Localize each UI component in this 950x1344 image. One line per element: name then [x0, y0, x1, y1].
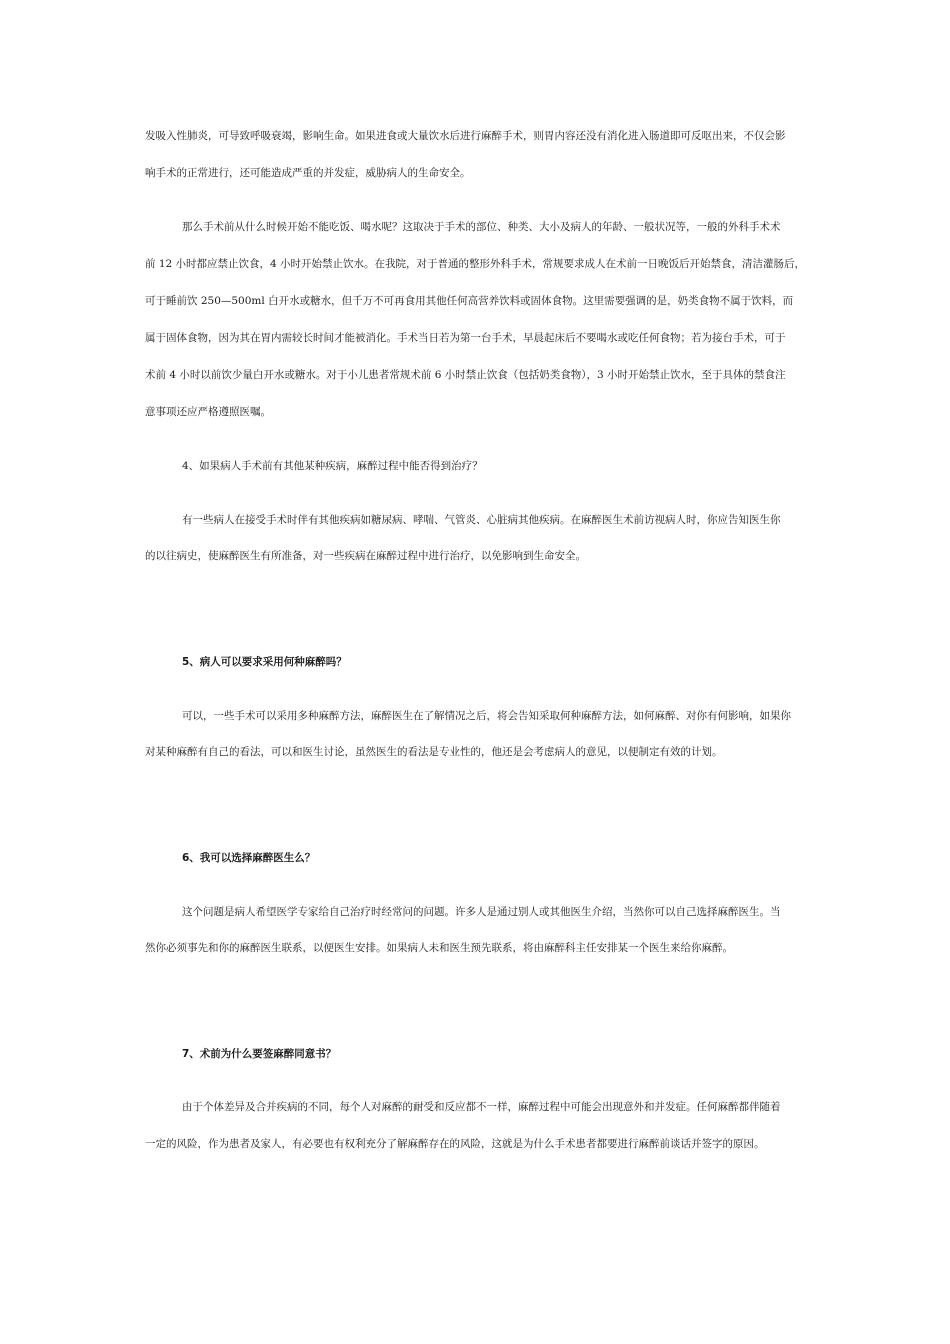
para2-line3: 可于睡前饮 250—500ml 白开水或糖水，但千万不可再食用其他任何高营养饮料或固体食物。这里需要强调的是，奶类食物不属于饮料，而 [145, 295, 794, 307]
q5-line2: 对某种麻醉有自己的看法，可以和医生讨论，虽然医生的看法是专业性的，他还是会考虑病人的意见，以便制定有效的计划。 [145, 746, 723, 758]
q6-title: 6、我可以选择麻醉医生么？ [182, 852, 316, 864]
q6-line2: 然你必须事先和你的麻醉医生联系，以便医生安排。如果病人未和医生预先联系，将由麻醉科主任安排某一个医生来给你麻醉。 [145, 942, 733, 954]
para2-line4: 属于固体食物，因为其在胃内需较长时间才能被消化。手术当日若为第一台手术，早晨起床后不要喝水或吃任何食物；若为接台手术，可于 [145, 332, 786, 344]
para2-line6: 意事项还应严格遵照医嘱。 [145, 406, 271, 418]
q6-line1: 这个问题是病人希望医学专家给自己治疗时经常问的问题。许多人是通过别人或其他医生介绍，当然你可以自己选择麻醉医生。当 [182, 906, 781, 918]
q4-line1: 有一些病人在接受手术时伴有其他疾病如糖尿病、哮喘、气管炎、心脏病其他疾病。在麻醉医生术前访视病人时，你应告知医生你 [182, 514, 781, 526]
q4-title: 4、如果病人手术前有其他某种疾病，麻醉过程中能否得到治疗？ [182, 460, 483, 472]
q5-title: 5、病人可以要求采用何种麻醉吗？ [182, 656, 347, 668]
q7-title: 7、术前为什么要签麻醉同意书？ [182, 1048, 337, 1060]
para2-line5: 术前 4 小时以前饮少量白开水或糖水。对于小儿患者常规术前 6 小时禁止饮食（包括奶类食物），3 小时开始禁止饮水，至于具体的禁食注 [145, 369, 786, 381]
para2-line2: 前 12 小时都应禁止饮食，4 小时开始禁止饮水。在我院，对于普通的整形外科手术，常规要求成人在术前一日晚饭后开始禁食，清洁灌肠后， [145, 258, 806, 270]
para2-line1: 那么手术前从什么时候开始不能吃饭、喝水呢？这取决于手术的部位、种类、大小及病人的年龄、一般状况等，一般的外科手术术 [182, 221, 781, 233]
q7-line2: 一定的风险，作为患者及家人，有必要也有权利充分了解麻醉存在的风险，这就是为什么手术患者都要进行麻醉前谈话并签字的原因。 [145, 1138, 765, 1150]
q7-line1: 由于个体差异及合并疾病的不同，每个人对麻醉的耐受和反应都不一样，麻醉过程中可能会出现意外和并发症。任何麻醉都伴随着 [182, 1101, 781, 1113]
q4-line2: 的以往病史，使麻醉医生有所准备，对一些疾病在麻醉过程中进行治疗，以免影响到生命安全。 [145, 550, 586, 562]
q5-line1: 可以，一些手术可以采用多种麻醉方法，麻醉医生在了解情况之后，将会告知采取何种麻醉方法，如何麻醉、对你有何影响，如果你 [182, 710, 791, 722]
para1-line2: 响手术的正常进行，还可能造成严重的并发症，威胁病人的生命安全。 [145, 167, 471, 179]
para1-line1: 发吸入性肺炎，可导致呼吸衰竭，影响生命。如果进食或大量饮水后进行麻醉手术，则胃内容还没有消化进入肠道即可反呕出来，不仅会影 [145, 130, 786, 142]
